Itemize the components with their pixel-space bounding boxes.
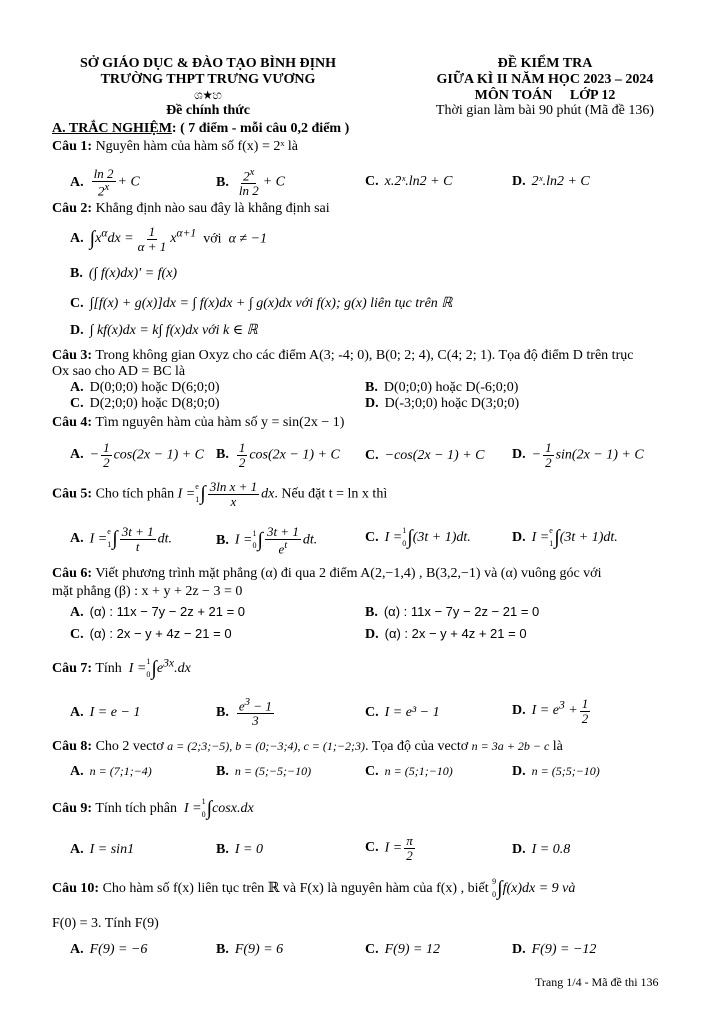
question-text: Tính [95,661,122,677]
q8-option-a[interactable]: A. n = (7;1;−4) [70,764,152,779]
question-text: Viết phương trình mặt phẳng (α) đi qua 2 điểm A(2,−1,4) , B(3,2,−1) và (α) vuông góc với [95,566,602,581]
question-10-cont: F(0) = 3. Tính F(9) [52,916,159,931]
question-label: Câu 1: [52,139,93,154]
q4-option-c[interactable]: C. −cos(2x − 1) + C [365,448,485,463]
dept-name: SỞ GIÁO DỤC & ĐÀO TẠO BÌNH ĐỊNH [79,56,337,71]
q8-option-d[interactable]: D. n = (5;5;−10) [512,764,600,779]
question-label: Câu 9: [52,801,93,817]
question-2 [52,201,330,217]
q1-option-d[interactable]: D. 2ˣ.ln2 + C [512,174,590,189]
q9-option-c[interactable]: C. I = $\frac{\pi}{2}$ [365,833,413,863]
q7-option-a[interactable]: A. I = e − 1 [70,705,141,720]
q5-option-d[interactable]: D. I = e 1 ∫(3t + 1)dt. [512,526,618,549]
question-label: Câu 6: [52,566,93,581]
section-note: : ( 7 điểm - mỗi câu 0,2 điểm ) [171,121,350,136]
q4-option-a[interactable]: A. − $\frac{1}{2}$ cos(2x − 1) + C [70,440,205,470]
q8-option-b[interactable]: B. n = (5;−5;−10) [216,764,312,779]
q1-option-a[interactable]: A. $\frac{\ln 2}{2^x}$ + C [70,166,140,198]
q5-option-c[interactable]: C. I = 1 0 ∫(3t + 1)dt. [365,526,471,549]
q1-option-c[interactable]: C. x.2ˣ.ln2 + C [365,174,453,189]
q3-option-c[interactable]: C. D(2;0;0) hoặc D(8;0;0) [70,396,220,411]
question-text: Tính tích phân [95,801,177,817]
question-8: Câu 8: Cho 2 vectơ a = (2;3;−5), b = (0;−3;4), c = (1;−2;3). Tọa độ của vectơ n = 3a + 2b − c là [52,739,563,754]
question-7: Câu 7: Tính I = 1 0 $\int e^{3x}.dx$ [52,656,191,680]
question-1 [52,139,298,155]
question-label: Câu 4: [52,415,93,430]
question-6 [52,566,601,582]
q9-option-d[interactable]: D. I = 0.8 [512,842,571,857]
question-text: Tìm nguyên hàm của hàm số y = sin(2x − 1) [95,415,345,430]
q9-option-a[interactable]: A. I = sin1 [70,842,135,857]
q4-option-d[interactable]: D. − $\frac{1}{2}$ sin(2x − 1) + C [512,440,644,470]
q5-option-a[interactable]: A. I = e 1 ∫ $\frac{3t + 1}{t}$ dt. [70,524,172,554]
q5-option-b[interactable]: B. I = 1 0 ∫ $\frac{3t + 1}{e^t}$ dt. [216,524,318,556]
q2-option-b[interactable]: B. (∫ f(x)dx)′ = f(x) [70,266,178,281]
q7-option-d[interactable]: D. $I = e^3$ + $\frac{1}{2}$ [512,696,589,726]
q6-option-d[interactable]: D. (α) : 2x − y + 4z + 21 = 0 [365,626,527,642]
exam-term: GIỮA KÌ II NĂM HỌC 2023 – 2024 [436,72,654,87]
q2-option-d[interactable]: D. ∫ kf(x)dx = k∫ f(x)dx với k ∈ ℝ [70,323,258,338]
q9-option-b[interactable]: B. I = 0 [216,842,263,857]
q7-option-c[interactable]: C. I = e³ − 1 [365,705,440,720]
exam-subject: MÔN TOÁN LỚP 12 [474,88,616,103]
q10-option-c[interactable]: C. F(9) = 12 [365,942,440,957]
question-3 [52,348,633,364]
q6-option-b[interactable]: B. (α) : 11x − 7y − 2z − 21 = 0 [365,604,540,620]
question-text: Cho tích phân [95,486,175,502]
question-text: Cho hàm số f(x) liên tục trên ℝ và F(x) là nguyên hàm của f(x) , biết [102,881,489,897]
question-label: Câu 7: [52,661,93,677]
school-name: TRƯỜNG THPT TRƯNG VƯƠNG [100,72,316,87]
section-heading [52,121,349,137]
q3-option-b[interactable]: B. D(0;0;0) hoặc D(-6;0;0) [365,380,519,395]
official-label: Đề chính thức [166,103,250,118]
question-3-cont: Ox sao cho AD = BC là [52,364,186,379]
question-10: Câu 10: Cho hàm số f(x) liên tục trên ℝ và F(x) là nguyên hàm của f(x) , biết 9 0 ∫f(x)dx = 9 và [52,877,576,900]
question-text: Trong không gian Oxyz cho các điểm A(3; -4; 0), B(0; 2; 4), C(4; 2; 1). Tọa độ điểm D trên trục [95,348,634,363]
section-title: A. TRẮC NGHIỆM [52,121,172,136]
question-text: Cho 2 vectơ [95,739,164,754]
exam-duration: Thời gian làm bài 90 phút (Mã đề 136) [435,103,655,118]
question-label: Câu 10: [52,881,100,897]
q8-option-c[interactable]: C. n = (5;1;−10) [365,764,453,779]
question-label: Câu 3: [52,348,93,363]
question-text: Khẳng định nào sau đây là khẳng định sai [95,201,330,216]
exam-title: ĐỀ KIỂM TRA [497,56,593,71]
ornament: ශ★හ [194,88,222,102]
page-footer: Trang 1/4 - Mã đề thi 136 [535,975,659,989]
q10-option-d[interactable]: D. F(9) = −12 [512,942,597,957]
question-9: Câu 9: Tính tích phân I = 1 0 ∫cosx.dx [52,797,254,820]
q2-option-c[interactable]: C. ∫[f(x) + g(x)]dx = ∫ f(x)dx + ∫ g(x)dx với f(x); g(x) liên tục trên ℝ [70,296,453,311]
q7-option-b[interactable]: B. $\frac{e^3 - 1}{3}$ [216,696,272,728]
question-6-cont: mặt phẳng (β) : x + y + 2z − 3 = 0 [52,584,243,599]
q6-option-c[interactable]: C. (α) : 2x − y + 4z − 21 = 0 [70,626,232,642]
q3-option-a[interactable]: A. D(0;0;0) hoặc D(6;0;0) [70,380,220,395]
q10-option-a[interactable]: A. F(9) = −6 [70,942,148,957]
q1-option-b[interactable]: B. $\frac{2^x}{\ln 2}$ + C [216,166,286,198]
question-label: Câu 8: [52,739,93,754]
question-5: Câu 5: Cho tích phân I = e 1 ∫ $\frac{\text{3ln x + 1}}{x}$ dx. Nếu đặt t = ln x thì [52,479,388,509]
question-text: Nguyên hàm của hàm số f(x) = 2ˣ là [95,139,299,154]
question-4 [52,415,344,431]
q4-option-b[interactable]: B. $\frac{1}{2}$ cos(2x − 1) + C [216,440,340,470]
q6-option-a[interactable]: A. (α) : 11x − 7y − 2z + 21 = 0 [70,604,246,620]
q10-option-b[interactable]: B. F(9) = 6 [216,942,284,957]
question-label: Câu 2: [52,201,93,216]
question-label: Câu 5: [52,486,93,502]
q3-option-d[interactable]: D. D(-3;0;0) hoặc D(3;0;0) [365,396,520,411]
q2-option-a[interactable]: A. $\int x^\alpha dx$ = $\frac{1}{\alpha + 1}$ $x^{\alpha+1}$ với α ≠ −1 [70,224,268,254]
